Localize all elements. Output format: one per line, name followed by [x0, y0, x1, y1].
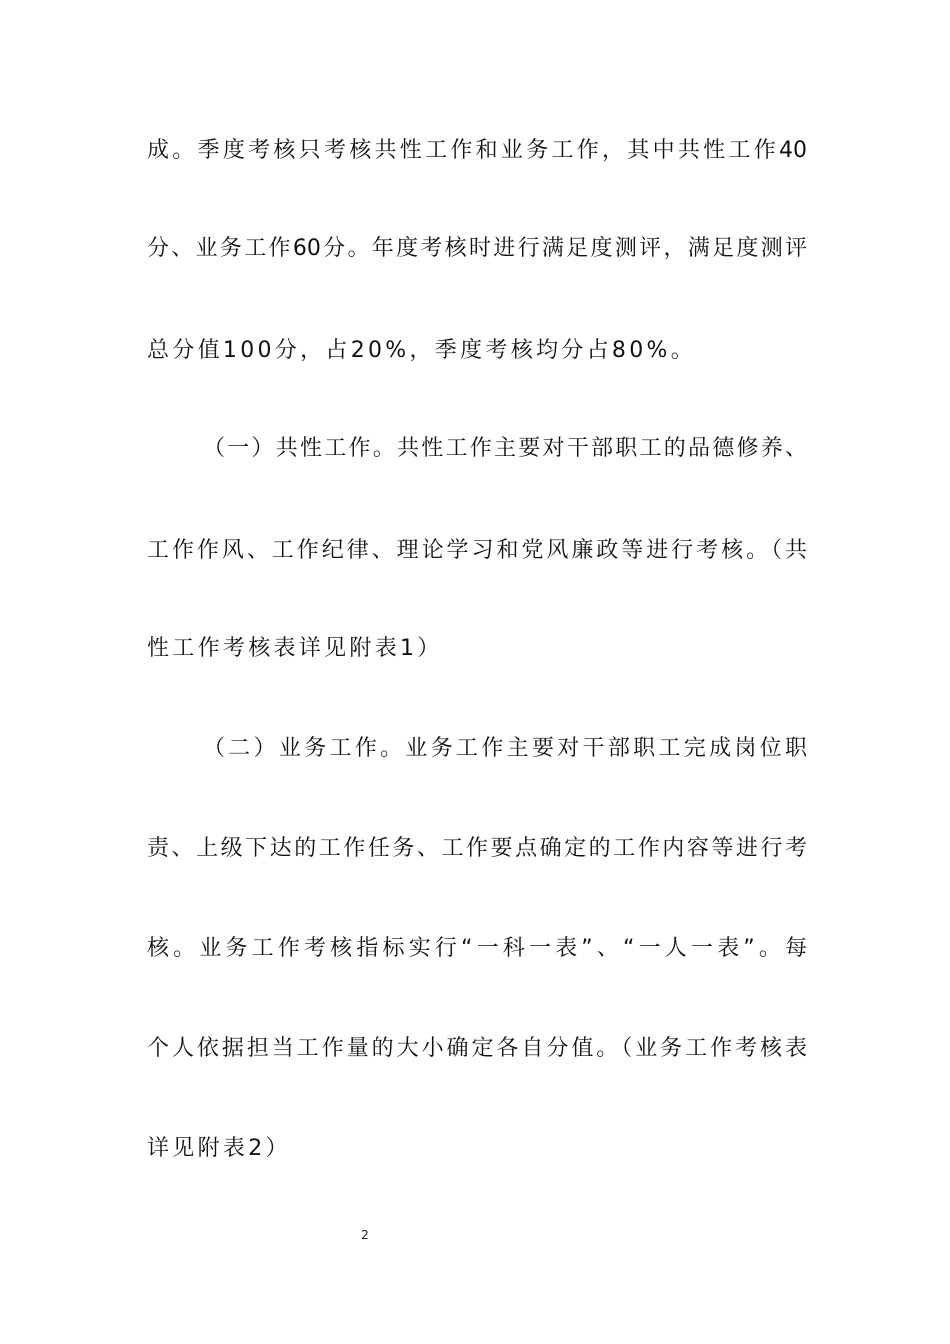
text-line: 分、业务工作60分。年度考核时进行满足度测评，满足度测评 [147, 236, 807, 261]
paragraph-start-line: （一）共性工作。共性工作主要对干部职工的品德修养、 [203, 436, 807, 461]
text-line: 详见附表2） [147, 1136, 291, 1161]
text-line: 性工作考核表详见附表1） [147, 636, 443, 661]
text-line: 个人依据担当工作量的大小确定各自分值。（业务工作考核表 [147, 1036, 807, 1061]
text-line: 核。业务工作考核指标实行“一科一表”、“一人一表”。每 [147, 936, 807, 961]
text-line: 成。季度考核只考核共性工作和业务工作，其中共性工作40 [147, 138, 807, 163]
text-line: 总分值100分，占20%，季度考核均分占80%。 [147, 338, 696, 363]
text-line: 责、上级下达的工作任务、工作要点确定的工作内容等进行考 [147, 836, 807, 861]
paragraph-start-line: （二）业务工作。业务工作主要对干部职工完成岗位职 [203, 736, 807, 761]
text-line: 工作作风、工作纪律、理论学习和党风廉政等进行考核。（共 [147, 538, 807, 563]
page-number: 2 [361, 1228, 369, 1242]
